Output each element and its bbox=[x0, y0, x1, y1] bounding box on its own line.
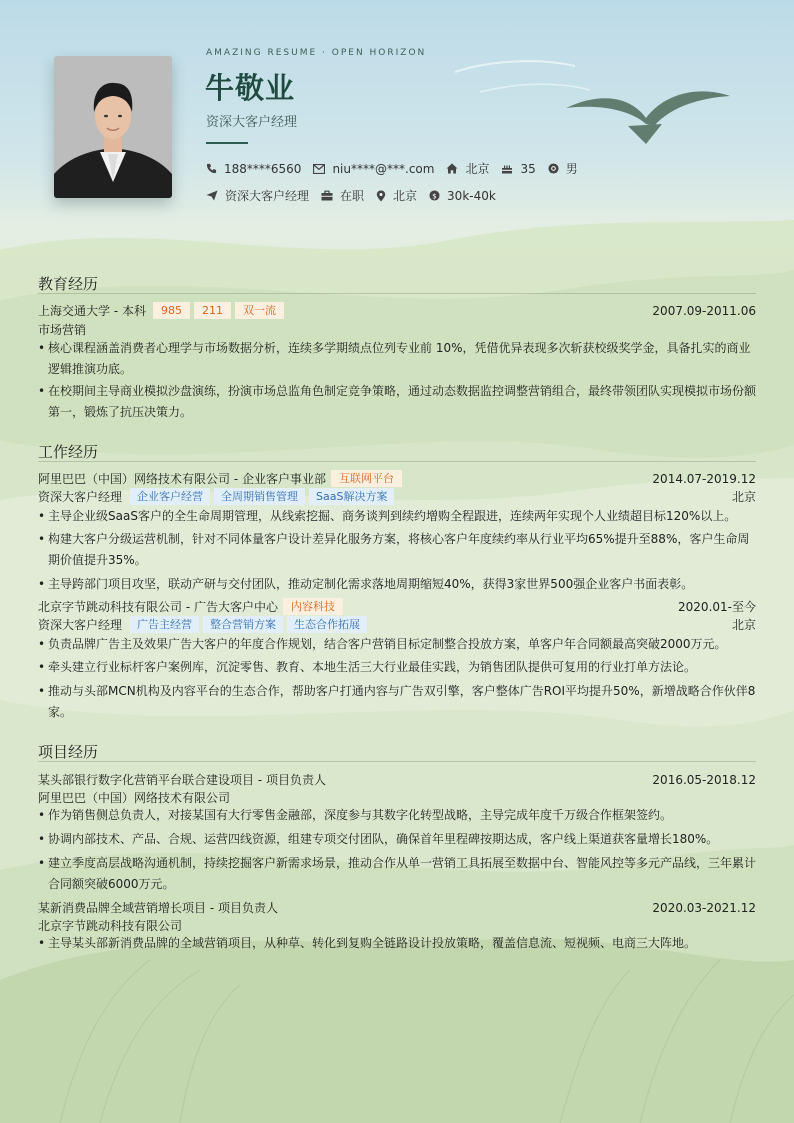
skill-tag: 企业客户经营 bbox=[130, 488, 210, 505]
project-bullet: • 建立季度高层战略沟通机制，持续挖掘客户新需求场景，推动合作从单一营销工具拓展至数据中台、智能风控等多元产品线，三年累计合同额突破6000万元。 bbox=[38, 853, 756, 895]
email-text: niu****@***.com bbox=[332, 161, 435, 176]
job-bullet: • 主导企业级SaaS客户的全生命周期管理，从线索挖掘、商务谈判到续约增购全程跟进，连续两年实现个人业绩超目标120%以上。 bbox=[38, 506, 756, 527]
phone-item bbox=[206, 162, 301, 176]
job-city: 北京 bbox=[731, 618, 756, 632]
education-period: 2007.09-2011.06 bbox=[652, 303, 756, 318]
school-tag: 双一流 bbox=[235, 302, 284, 319]
project-bullet: • 协调内部技术、产品、合规、运营四线资源，组建专项交付团队，确保首年里程碑按期达成，客户线上渠道获客量增长180%。 bbox=[38, 829, 756, 850]
target-role-item bbox=[206, 187, 309, 204]
gender-item bbox=[548, 160, 578, 177]
salary-text: 30k-40k bbox=[447, 188, 496, 203]
target-city-text: 北京 bbox=[393, 189, 418, 203]
status-text: 在职 bbox=[340, 189, 365, 203]
job-header bbox=[38, 598, 756, 615]
project-period: 2020.03-2021.12 bbox=[652, 900, 756, 915]
money-icon bbox=[429, 190, 440, 201]
company-tag: 内容科技 bbox=[283, 598, 343, 615]
job-bullet: • 主导跨部门项目攻坚，联动产研与交付团队，推动定制化需求落地周期缩短40%，获得3家世界500强企业客户书面表彰。 bbox=[38, 574, 756, 595]
phone-text: 188****6560 bbox=[224, 161, 302, 176]
school-tag: 985 bbox=[153, 302, 190, 319]
school-name: 上海交通大学 - 本科 bbox=[38, 304, 146, 318]
city-item bbox=[446, 160, 489, 177]
job-city: 北京 bbox=[731, 490, 756, 504]
skill-tag: SaaS解决方案 bbox=[309, 488, 394, 505]
gender-text: 男 bbox=[565, 162, 578, 176]
briefcase-icon bbox=[321, 190, 333, 201]
contact-row bbox=[206, 160, 590, 177]
send-icon bbox=[206, 190, 218, 201]
job-position-row bbox=[38, 616, 756, 633]
age-text: 35 bbox=[520, 161, 536, 176]
section-divider bbox=[38, 761, 756, 762]
work-title: 工作经历 bbox=[38, 443, 99, 461]
project-org: 北京字节跳动科技有限公司 bbox=[38, 919, 183, 933]
job-header bbox=[38, 470, 756, 487]
project-name: 某新消费品牌全域营销增长项目 - 项目负责人 bbox=[38, 901, 278, 915]
job-position: 资深大客户经理 bbox=[38, 490, 123, 504]
section-divider bbox=[38, 461, 756, 462]
location-icon bbox=[376, 190, 386, 202]
education-bullet: • 核心课程涵盖消费者心理学与市场数据分析，连续多学期绩点位列专业前 10%，凭借优异表现多次斩获校级奖学金，具备扎实的商业逻辑推演功底。 bbox=[38, 338, 756, 380]
skill-tag: 整合营销方案 bbox=[203, 616, 283, 633]
job-period: 2014.07-2019.12 bbox=[652, 471, 756, 486]
cake-icon bbox=[501, 163, 513, 174]
skill-tag: 广告主经营 bbox=[130, 616, 199, 633]
status-item bbox=[321, 187, 364, 204]
job-bullet: • 牵头建立行业标杆客户案例库，沉淀零售、教育、本地生活三大行业最佳实践，为销售团队提供可复用的行业打单方法论。 bbox=[38, 657, 756, 678]
project-name: 某头部银行数字化营销平台联合建设项目 - 项目负责人 bbox=[38, 773, 326, 787]
target-role-text: 资深大客户经理 bbox=[225, 189, 310, 203]
mail-icon bbox=[313, 164, 325, 174]
job-intent-row bbox=[206, 187, 508, 204]
job-bullet: • 推动与头部MCN机构及内容平台的生态合作，帮助客户打通内容与广告双引擎，客户整体广告ROI平均提升50%，新增战略合作伙伴8家。 bbox=[38, 681, 756, 723]
job-position: 资深大客户经理 bbox=[38, 618, 123, 632]
email-item bbox=[313, 162, 434, 176]
education-title: 教育经历 bbox=[38, 275, 99, 293]
major: 市场营销 bbox=[38, 323, 87, 337]
school-tag: 211 bbox=[194, 302, 231, 319]
candidate-name: 牛敬业 bbox=[205, 71, 296, 105]
title-divider bbox=[206, 142, 248, 144]
home-icon bbox=[446, 163, 458, 174]
gender-icon bbox=[548, 163, 559, 174]
svg-text:$: $ bbox=[432, 191, 437, 201]
salary-item bbox=[429, 189, 496, 203]
project-bullet: • 主导某头部新消费品牌的全域营销项目，从种草、转化到复购全链路设计投放策略，覆盖信息流、短视频、电商三大阵地。 bbox=[38, 933, 756, 954]
company-name: 北京字节跳动科技有限公司 - 广告大客户中心 bbox=[38, 600, 278, 614]
project-header bbox=[38, 771, 756, 788]
project-bullet: • 作为销售侧总负责人，对接某国有大行零售金融部，深度参与其数字化转型战略，主导完成年度千万级合作框架签约。 bbox=[38, 805, 756, 826]
job-bullet: • 负责品牌广告主及效果广告大客户的年度合作规划，结合客户营销目标定制整合投放方案，单客户年合同额最高突破2000万元。 bbox=[38, 634, 756, 655]
profile-photo bbox=[54, 56, 172, 198]
section-divider bbox=[38, 293, 756, 294]
project-period: 2016.05-2018.12 bbox=[652, 772, 756, 787]
job-period: 2020.01-至今 bbox=[678, 600, 756, 614]
projects-title: 项目经历 bbox=[38, 743, 99, 761]
city-text: 北京 bbox=[465, 162, 490, 176]
resume-tagline: AMAZING RESUME · OPEN HORIZON bbox=[206, 48, 427, 58]
education-header bbox=[38, 302, 756, 319]
job-bullet: • 构建大客户分级运营机制，针对不同体量客户设计差异化服务方案，将核心客户年度续约率从行业平均65%提升至88%，客户生命周期价值提升35%。 bbox=[38, 529, 756, 571]
phone-icon bbox=[206, 163, 217, 174]
skill-tag: 全周期销售管理 bbox=[214, 488, 305, 505]
age-item bbox=[501, 162, 535, 176]
candidate-role: 资深大客户经理 bbox=[206, 115, 298, 130]
project-header bbox=[38, 899, 756, 916]
project-org: 阿里巴巴（中国）网络技术有限公司 bbox=[38, 791, 231, 805]
education-bullet: • 在校期间主导商业模拟沙盘演练，扮演市场总监角色制定竞争策略，通过动态数据监控调整营销组合，最终带领团队实现模拟市场份额第一，锻炼了抗压决策力。 bbox=[38, 381, 756, 423]
company-tag: 互联网平台 bbox=[331, 470, 402, 487]
job-position-row bbox=[38, 488, 756, 505]
company-name: 阿里巴巴（中国）网络技术有限公司 - 企业客户事业部 bbox=[38, 472, 326, 486]
skill-tag: 生态合作拓展 bbox=[287, 616, 367, 633]
target-city-item bbox=[376, 187, 417, 204]
